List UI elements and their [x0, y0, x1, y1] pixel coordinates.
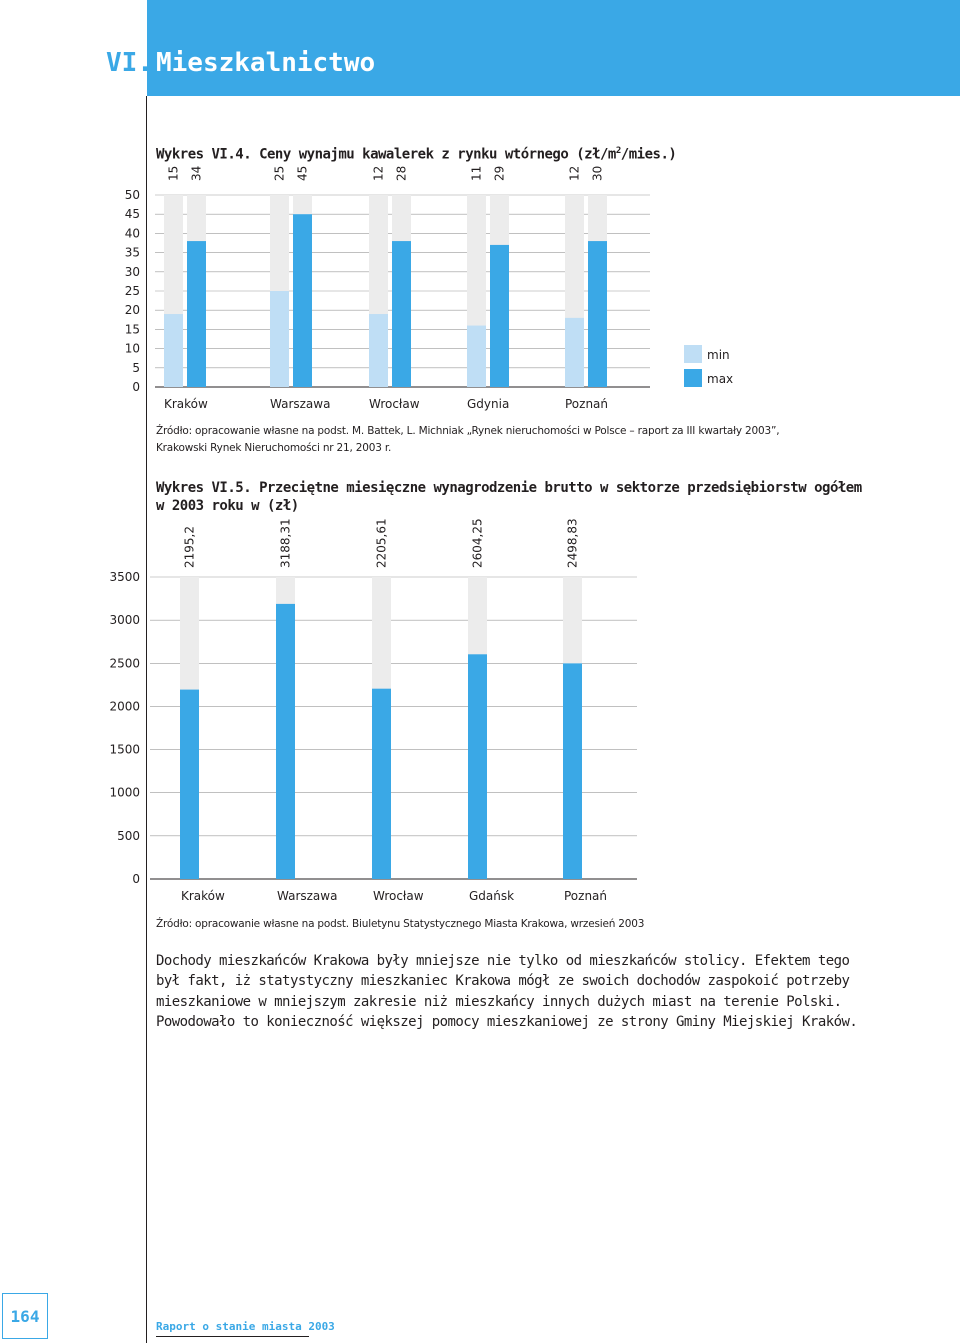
chart2-title-line2: w 2003 roku w (zł)	[156, 498, 299, 514]
y-tick-label: 15	[124, 322, 140, 337]
chart1-source-line1: Źródło: opracowanie własne na podst. M. Battek, L. Michniak „Rynek nieruchomości w Polsce – raport za III kwartały 2003”,	[156, 425, 780, 437]
x-tick-label: Poznań	[564, 889, 608, 903]
y-tick-label: 2500	[109, 656, 140, 671]
bar	[372, 689, 391, 879]
y-tick-label: 500	[117, 828, 140, 843]
x-tick-label: Kraków	[181, 889, 225, 903]
chart2-source: Źródło: opracowanie własne na podst. Biuletynu Statystycznego Miasta Krakowa, wrzesień 2003	[156, 918, 645, 930]
x-tick-label: Poznań	[565, 397, 609, 411]
chart1-title-prefix: Wykres VI.4. Ceny wynajmu kawalerek z rynku wtórnego (zł/m	[156, 146, 616, 163]
data-label-max: 45	[295, 165, 310, 181]
y-tick-label: 2000	[109, 699, 140, 714]
body-paragraph	[156, 951, 856, 1032]
data-label-max: 28	[394, 165, 409, 181]
data-label: 2604,25	[470, 518, 485, 568]
paragraph-line: mieszkaniowe w mniejszym zakresie niż mieszkańcy innych dużych miast na terenie Polski.	[156, 993, 842, 1010]
footer-rule	[156, 1336, 309, 1337]
chapter-title: Mieszkalnictwo	[156, 48, 376, 78]
paragraph-line: Powodowało to konieczność większej pomocy mieszkaniowej ze strony Gminy Miejskiej Kraków.	[156, 1013, 858, 1030]
x-tick-label: Warszawa	[277, 889, 338, 903]
y-tick-label: 1500	[109, 742, 140, 757]
bar	[180, 690, 199, 879]
data-label-max: 30	[590, 165, 605, 181]
data-label-min: 12	[567, 165, 582, 181]
bar	[563, 663, 582, 879]
legend-label-max: max	[707, 372, 734, 386]
y-tick-label: 45	[124, 207, 140, 222]
chapter-number: VI.	[106, 48, 153, 78]
y-tick-label: 10	[124, 341, 140, 356]
bar	[276, 604, 295, 879]
data-label: 2498,83	[565, 518, 580, 568]
y-tick-label: 1000	[109, 785, 140, 800]
data-label-min: 12	[371, 165, 386, 181]
y-tick-label: 30	[124, 264, 140, 279]
data-label-min: 25	[272, 165, 287, 181]
chart1-source-line2: Krakowski Rynek Nieruchomości nr 21, 2003 r.	[156, 442, 392, 454]
paragraph-line: Dochody mieszkańców Krakowa były mniejsze nie tylko od mieszkańców stolicy. Efektem tego	[156, 953, 850, 969]
data-label-max: 34	[189, 165, 204, 181]
report-title: Raport o stanie miasta 2003	[156, 1320, 335, 1333]
x-tick-label: Wrocław	[369, 397, 420, 411]
y-tick-label: 25	[124, 284, 140, 298]
x-tick-label: Kraków	[164, 397, 208, 411]
y-tick-label: 5	[132, 360, 140, 375]
x-tick-label: Warszawa	[270, 397, 331, 411]
y-tick-label: 3500	[109, 570, 140, 584]
y-tick-label: 35	[124, 245, 140, 260]
data-label-min: 15	[166, 165, 181, 181]
chart2-title-line1: Wykres VI.5. Przeciętne miesięczne wynagrodzenie brutto w sektorze przedsiębiorstw ogółem	[156, 480, 862, 496]
y-tick-label: 20	[124, 303, 140, 318]
data-label: 2195,2	[182, 526, 197, 568]
y-tick-label: 3000	[109, 613, 140, 628]
chart1-title-sup: 2	[615, 146, 621, 156]
data-label-max: 29	[492, 165, 507, 181]
y-tick-label: 0	[132, 872, 140, 886]
paragraph-line: był fakt, iż statystyczny mieszkaniec Krakowa mógł ze swoich dochodów zaspokoić potrzeby	[156, 973, 850, 990]
data-label: 3188,31	[278, 518, 293, 568]
y-tick-label: 50	[124, 188, 140, 202]
x-tick-label: Gdańsk	[469, 889, 515, 903]
x-tick-label: Gdynia	[467, 397, 510, 411]
y-tick-label: 0	[132, 380, 140, 394]
legend-label-min: min	[707, 348, 730, 362]
data-label-min: 11	[469, 165, 484, 181]
x-tick-label: Wrocław	[373, 889, 424, 903]
page-number: 164	[10, 1307, 40, 1326]
data-label: 2205,61	[374, 518, 389, 568]
chart1-title-suffix: /mies.)	[620, 146, 677, 163]
y-tick-label: 40	[124, 226, 140, 241]
bar	[468, 654, 487, 879]
